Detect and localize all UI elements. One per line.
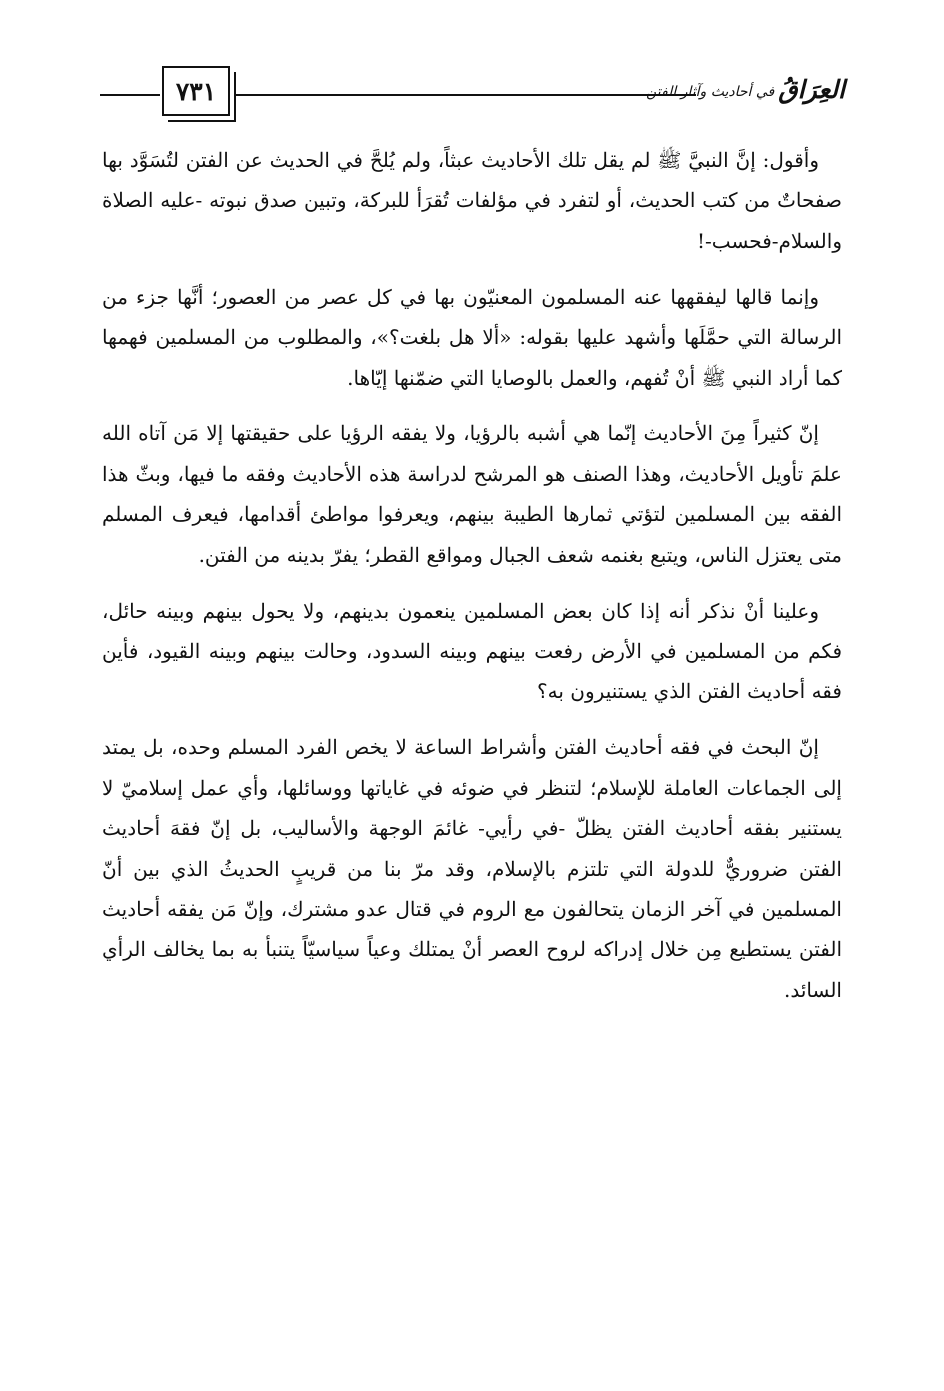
body-text [102,140,842,1026]
paragraph-3: إنّ كثيراً مِنَ الأحاديث إنّما هي أشبه بالرؤيا، ولا يفقه الرؤيا على حقيقتها إلا مَن آتاه الله علمَ تأويل الأحاديث، وهذا الصنف هو المرشح لدراسة هذه الأحاديث وفقه ما فيها، وبثّ هذا الفقه بين المسلمين لتؤتي ثمارها الطيبة بينهم، ويعرفوا مواطئ أقدامها، فيعرف المسلم متى يعتزل الناس، ويتبع بغنمه شعف الجبال ومواقع القطر؛ يفرّ بدينه من الفتن. [102,421,842,567]
paragraph-5: إنّ البحث في فقه أحاديث الفتن وأشراط الساعة لا يخص الفرد المسلم وحده، بل يمتد إلى الجماعات العاملة للإسلام؛ لتنظر في ضوئه في غاياتها ووسائلها، وأي عمل إسلاميّ لا يستنير بفقه أحاديث الفتن يظلّ -في رأيي- غائمَ الوجهة والأساليب، بل إنّ فقهَ أحاديث الفتن ضروريٌّ للدولة التي تلتزم بالإسلام، وقد مرّ بنا من قريبٍ الحديثُ الذي بين أنّ المسلمين في آخر الزمان يتحالفون مع الروم في قتال عدو مشترك، وإنّ مَن يفقه أحاديث الفتن يستطيع مِن خلال إدراكه لروح العصر أنْ يمتلك وعياً سياسيّاً يتنبأ به بما يخالف الرأي السائد. [102,735,842,1002]
book-title [646,66,845,102]
paragraph-2: وإنما قالها ليفقهها عنه المسلمون المعنيّون بها في كل عصر من العصور؛ أنَّها جزء من الرسالة التي حمَّلَها وأشهد عليها بقوله: «ألا هل بلغت؟»، والمطلوب من المسلمين فهمها كما أراد النبي ﷺ أنْ تُفهم، والعمل بالوصايا التي ضمّنها إيّاها. [102,284,842,390]
book-title-subtitle: في أحاديث وآثار الفتن [646,84,775,100]
book-title-main: العِرَاقُ [778,75,845,104]
header-rule-left [100,94,160,96]
header-rule-middle [234,94,696,96]
running-header [100,62,845,120]
page-number: ٧٣١ [162,66,230,116]
paragraph-1: وأقول: إنَّ النبيَّ ﷺ لم يقل تلك الأحاديث عبثاً، ولم يُلحَّ في الحديث عن الفتن لتُسَوَّد بها صفحاتٌ من كتب الحديث، أو لتفرد في مؤلفات تُقرَأ للبركة، وتبين صدق نبوته -عليه الصلاة والسلام-فحسب-! [102,148,842,253]
paragraph-4: وعلينا أنْ نذكر أنه إذا كان بعض المسلمين ينعمون بدينهم، ولا يحول بينهم وبينه حائل، فكم من المسلمين في الأرض رفعت بينهم وبينه السدود، وحالت بينهم وبينه القيود، فأين فقه أحاديث الفتن الذي يستنيرون به؟ [102,598,842,704]
